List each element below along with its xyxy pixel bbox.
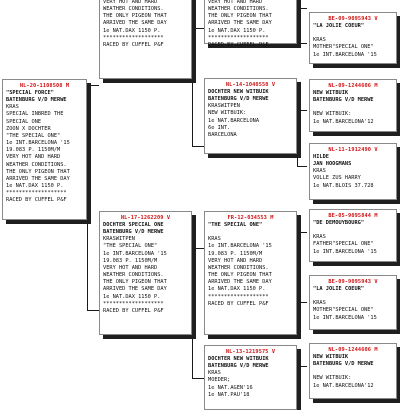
pedigree-line: 1e INT.BARCELONA '15 <box>313 248 377 255</box>
connector-line <box>297 166 307 167</box>
pedigree-line: ******************* <box>208 293 269 300</box>
pedigree-line: ******************* <box>208 34 269 41</box>
ring-number: BE-05-9095844 M <box>328 213 378 219</box>
pedigree-line: KRAS <box>6 104 19 111</box>
pedigree-line: VERY HOT AND HARD <box>208 257 263 264</box>
pigeon-name-line: BATENBURG V/D MERWE <box>208 363 269 370</box>
pedigree-line: MOEDER; <box>208 377 231 384</box>
pedigree-text <box>103 0 188 49</box>
pigeon-name-line: BATENBURG V/D MERWE <box>313 97 374 104</box>
connector-line <box>297 8 307 9</box>
pigeon-name-line: "SPECIAL FORCE" <box>6 90 54 96</box>
pigeon-name-line: NEW WITBUIK <box>313 90 349 96</box>
connector-line <box>192 248 193 378</box>
pedigree-line: "THE SPECIAL ONE" <box>6 132 61 139</box>
connector-line <box>87 85 99 86</box>
pedigree-line: 1e NAT.DAX 1150 P. <box>6 183 64 190</box>
pedigree-line: RACED BY CUFFEL P&F <box>208 300 269 307</box>
pedigree-line: ******************* <box>103 34 164 41</box>
pedigree-text <box>208 89 293 139</box>
pedigree-line: RACED BY CUFFEL P&F <box>6 197 67 204</box>
pedigree-line <box>313 104 393 111</box>
pedigree-line: WEATHER CONDITIONS. <box>6 161 67 168</box>
connector-line <box>87 310 99 311</box>
pedigree-card-sire-sire[interactable] <box>204 0 297 48</box>
pedigree-card-ggp-4[interactable] <box>309 209 397 262</box>
pigeon-name-line: NEW WITBUIK <box>313 354 349 360</box>
pedigree-line: ******************* <box>103 300 164 307</box>
pedigree-line: MOTHER"SPECIAL ONE" <box>313 44 374 51</box>
pigeon-name-line: BATENBURG V/D MERWE <box>313 361 374 368</box>
pedigree-card-sire-dam[interactable] <box>204 78 297 154</box>
pedigree-line: THE ONLY PIGEON THAT <box>103 279 167 286</box>
pedigree-line: 1e NAT.PAU'18 <box>208 391 250 398</box>
pedigree-line: KRAS <box>313 300 326 307</box>
pigeon-name-line: "DE DEMOUYBOURG" <box>313 220 365 226</box>
pedigree-line: 19.083 P. 1150M/M <box>103 257 158 264</box>
pigeon-name-line: "THE SPECIAL ONE" <box>208 222 263 228</box>
connector-line <box>192 378 204 379</box>
connector-line <box>192 28 204 29</box>
pedigree-line: 1e NAT.BARCELONA'12 <box>313 382 374 389</box>
pedigree-line: KRAS <box>313 37 326 44</box>
pedigree-text <box>103 222 188 315</box>
pedigree-card-ggp-5[interactable] <box>309 275 397 330</box>
connector-line <box>297 232 307 233</box>
pedigree-line: KRAS <box>208 236 221 243</box>
pedigree-line: KRASWITPEN <box>103 236 135 243</box>
ring-number: NL-17-1262209 V <box>120 215 171 221</box>
pigeon-name-line: "LA JOLIE COEUR" <box>313 286 365 292</box>
pedigree-line: 1e NAT.DAX 1150 P. <box>208 27 266 34</box>
pigeon-name-line: "LA JOLIE COEUR" <box>313 23 365 29</box>
pedigree-line: 1e NAT.AGEN'16 <box>208 384 253 391</box>
pedigree-card-ggp-2[interactable] <box>309 79 397 132</box>
pedigree-line: ARRIVED THE SAME DAY <box>103 20 167 27</box>
pedigree-line: ARRIVED THE SAME DAY <box>6 175 70 182</box>
pedigree-card-sire[interactable] <box>99 0 192 79</box>
pedigree-card-ggp-3[interactable] <box>309 143 397 200</box>
pedigree-line: 6e INT. <box>208 124 231 131</box>
pedigree-line: "THE SPECIAL ONE" <box>103 243 158 250</box>
pedigree-card-dam-dam[interactable] <box>204 345 297 410</box>
connector-line <box>297 302 307 303</box>
pedigree-line: SPECIAL ONE <box>6 118 42 125</box>
ring-number: BE-09-9095943 V <box>328 279 378 285</box>
pedigree-line: NEW WITBUIK: <box>313 111 352 118</box>
pigeon-name-line: HILDE <box>313 154 329 160</box>
pedigree-line: RACED BY CUFFEL P&F <box>208 41 269 48</box>
pedigree-line: 1e NAT.BARCELONA <box>208 117 260 124</box>
pedigree-line <box>313 30 393 37</box>
pedigree-line: 1e INT.BARCELONA '15 <box>6 140 70 147</box>
pedigree-line: FATHER"SPECIAL ONE" <box>313 241 374 248</box>
pedigree-line: VERY HOT AND HARD <box>208 0 263 5</box>
pedigree-text <box>6 90 83 205</box>
pedigree-line: WEATHER CONDITIONS. <box>208 264 269 271</box>
pedigree-line: THE ONLY PIGEON THAT <box>103 13 167 20</box>
pedigree-line: VERY HOT AND HARD <box>6 154 61 161</box>
pedigree-text <box>208 356 293 399</box>
pedigree-text <box>313 354 393 390</box>
pedigree-line: VOLLE ZUS HARRY <box>313 175 361 182</box>
pedigree-line: BARCELONA <box>208 131 237 138</box>
pedigree-line <box>313 293 393 300</box>
pedigree-line: KRAS <box>313 168 326 175</box>
pedigree-line: RACED BY CUFFEL P&F <box>103 307 164 314</box>
ring-number: FR-12-034553 M <box>227 215 274 221</box>
pedigree-line: 1e NAT.DAX 1150 P. <box>103 27 161 34</box>
pedigree-line: WEATHER CONDITIONS. <box>103 6 164 13</box>
pigeon-name-line: JAN HOOGMANS <box>313 161 352 168</box>
connector-line <box>297 43 307 44</box>
pedigree-line: 1e INT.BARCELONA '15 <box>313 51 377 58</box>
ring-number: NL-11-1912490 V <box>328 147 378 153</box>
pedigree-text <box>313 286 393 322</box>
pedigree-line: 1e NAT.DAX 1150 P. <box>103 293 161 300</box>
pedigree-line: ******************* <box>6 190 67 197</box>
connector-line <box>192 248 204 249</box>
pigeon-name-line: DOCHTER NEW WITBUIK <box>208 356 269 362</box>
pedigree-text <box>313 90 393 126</box>
pedigree-line: THE ONLY PIGEON THAT <box>208 272 272 279</box>
pedigree-line: 1e INT.BARCELONA '15 <box>313 314 377 321</box>
pedigree-line: VERY HOT AND HARD <box>103 264 158 271</box>
pedigree-text <box>313 23 393 59</box>
pedigree-line: ZOON X DOCHTER <box>6 125 51 132</box>
connector-line <box>192 146 204 147</box>
pedigree-line: 1e NAT.BLOIS 37.728 <box>313 182 374 189</box>
pigeon-name-line: BATENBURG V/D MERWE <box>208 96 269 103</box>
pedigree-text <box>313 154 393 190</box>
pigeon-name-line: BATENBURG V/D MERWE <box>6 97 67 104</box>
pedigree-line: KRAS <box>208 370 221 377</box>
pedigree-line <box>313 227 393 234</box>
pedigree-line: NEW WITBUIK: <box>208 110 247 117</box>
pedigree-line: ARRIVED THE SAME DAY <box>208 20 272 27</box>
pedigree-line: VERY HOT AND HARD <box>103 0 158 5</box>
pedigree-line: KRAS <box>313 234 326 241</box>
pedigree-line: ARRIVED THE SAME DAY <box>208 279 272 286</box>
pedigree-card-dam[interactable] <box>99 211 192 335</box>
ring-number: NL-09-1244606 M <box>328 347 378 353</box>
pedigree-card-dam-sire[interactable] <box>204 211 297 335</box>
pedigree-line: NEW WITBUIK: <box>313 375 352 382</box>
pedigree-line: 19.083 P. 1150M/M <box>6 147 61 154</box>
pedigree-line: 1e NAT.DAX 1150 P. <box>208 286 266 293</box>
pedigree-line: THE ONLY PIGEON THAT <box>6 168 70 175</box>
pedigree-line <box>313 368 393 375</box>
pedigree-text <box>208 222 293 308</box>
pedigree-line: 1e NAT.BARCELONA'12 <box>313 118 374 125</box>
pedigree-line: MOTHER"SPECIAL ONE" <box>313 307 374 314</box>
pedigree-line: 1e INT.BARCELONA '15 <box>103 250 167 257</box>
pedigree-line: THE ONLY PIGEON THAT <box>208 13 272 20</box>
connector-line <box>87 85 88 310</box>
pigeon-name-line: BATENBURG V/D MERWE <box>103 229 164 236</box>
pedigree-line: 19.083 P. 1150M/M <box>208 250 263 257</box>
connector-line <box>297 110 298 166</box>
connector-line <box>192 28 193 146</box>
pedigree-text <box>313 220 393 256</box>
connector-line <box>297 232 298 302</box>
ring-number: NL-13-1219575 V <box>225 349 276 355</box>
ring-number: NL-14-1040550 V <box>225 82 276 88</box>
pedigree-line: RACED BY CUFFEL P&F <box>103 41 164 48</box>
connector-line <box>297 110 307 111</box>
connector-line <box>297 366 307 367</box>
pedigree-card-ggp-6[interactable] <box>309 343 397 399</box>
pedigree-card-ggp-1[interactable] <box>309 12 397 64</box>
pedigree-card-subject[interactable] <box>2 79 87 220</box>
connector-line <box>297 8 298 43</box>
pigeon-name-line: DOCHTER NEW WITBUIK <box>208 89 269 95</box>
pedigree-line: SPECIAL INBRED THE <box>6 111 64 118</box>
pedigree-line <box>208 229 293 236</box>
ring-number: NL-09-1244606 M <box>328 83 378 89</box>
ring-number: BE-09-9095943 V <box>328 16 378 22</box>
pigeon-name-line: DOCHTER SPECIAL ONE <box>103 222 164 228</box>
pedigree-line: 1e INT.BARCELONA '15 <box>208 243 272 250</box>
pedigree-line: WEATHER CONDITIONS. <box>208 6 269 13</box>
ring-number: NL-20-1108508 M <box>19 83 70 89</box>
pedigree-line: ARRIVED THE SAME DAY <box>103 286 167 293</box>
pedigree-line: KRASWITPEN <box>208 103 240 110</box>
pedigree-line: WEATHER CONDITIONS. <box>103 272 164 279</box>
pedigree-text <box>208 0 293 49</box>
